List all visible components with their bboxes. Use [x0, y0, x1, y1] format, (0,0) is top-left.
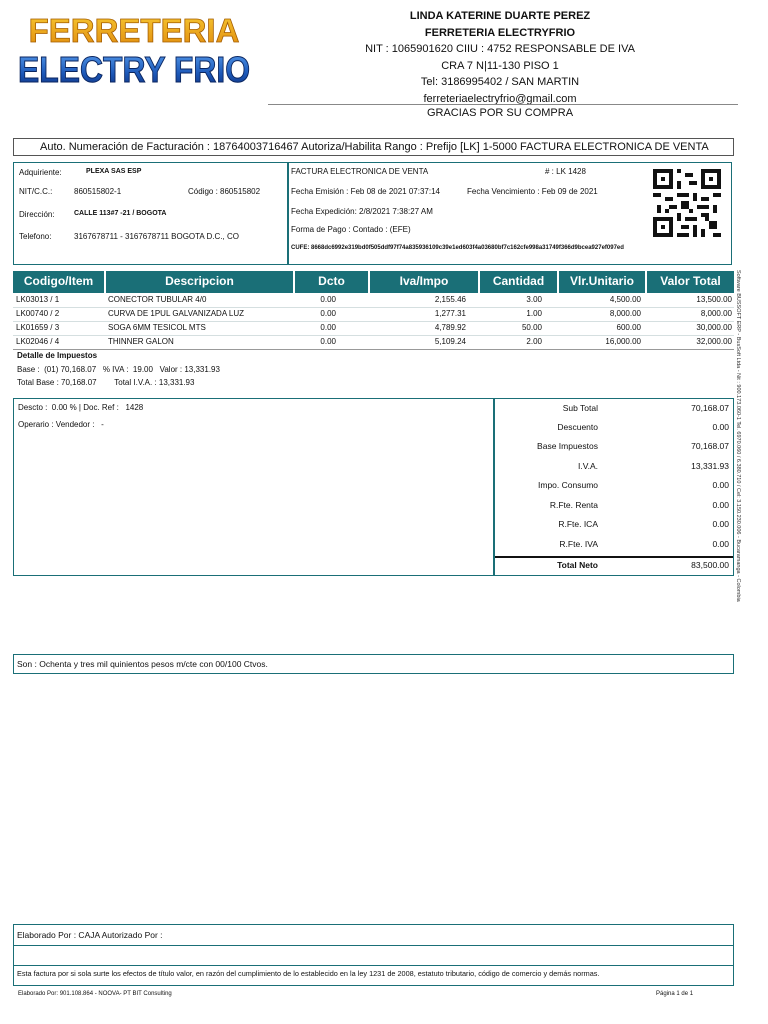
row-total: 32,000.00	[696, 337, 732, 346]
col-dcto: Dcto	[295, 271, 370, 293]
row-desc: CURVA DE 1PUL GALVANIZADA LUZ	[108, 309, 245, 318]
elaborado-autorizado: Elaborado Por : CAJA Autorizado Por :	[17, 930, 163, 940]
invoice-info-box	[288, 162, 732, 265]
tax-detail-title: Detalle de Impuestos	[17, 351, 98, 360]
totals-box	[494, 398, 734, 576]
row-desc: CONECTOR TUBULAR 4/0	[108, 295, 207, 304]
fecha-expedicion: Fecha Expedición: 2/8/2021 7:38:27 AM	[291, 207, 433, 216]
row-unit: 4,500.00	[609, 295, 641, 304]
notes-box	[13, 398, 494, 576]
row-code: LK00740 / 2	[16, 309, 60, 318]
thanks-text: GRACIAS POR SU COMPRA	[426, 107, 574, 119]
total-row-renta: R.Fte. Renta 0.00	[549, 500, 729, 510]
owner-name: LINDA KATERINE DUARTE PEREZ	[409, 10, 591, 22]
software-credit: Elaborado Por: 901.108.864 - NOOVA- PT BIT Consulting	[18, 991, 172, 997]
row-code: LK03013 / 1	[16, 295, 60, 304]
tax-detail-line1: Base : (01) 70,168.07 % IVA : 19.00 Valor : 13,331.93	[17, 365, 220, 374]
software-side-text: Software BUSSOFT ERP - BusSoft Ltda - Nit : 900.173.060-1 Tel. 6970.060 / 6.380.710 / Cel: 3.150.230.006 - Bucaramanga - Colombia	[735, 270, 741, 602]
row-qty: 2.00	[526, 337, 542, 346]
row-unit: 8,000.00	[609, 309, 641, 318]
nit-value: 860515802-1	[74, 187, 122, 196]
table-row	[13, 293, 734, 307]
total-neto-row	[495, 560, 735, 576]
table-row	[13, 307, 734, 321]
total-neto-value: 83,500.00	[691, 560, 729, 570]
items-table-header	[13, 271, 734, 293]
row-total: 30,000.00	[696, 323, 732, 332]
row-iva: 2,155.46	[434, 295, 466, 304]
legal-text: Esta factura por si sola surte los efectos de título valor, en razón del cumplimiento de lo establecido en la ley 1231 de 2008, estatuto tributario, código de comercio y demás normas.	[17, 969, 600, 978]
operario-vendedor: Operario : Vendedor : -	[18, 420, 104, 429]
total-row-iva: I.V.A. 13,331.93	[577, 461, 729, 471]
forma-pago: Forma de Pago : Contado : (EFE)	[291, 225, 411, 234]
footer-box	[13, 924, 734, 986]
invoice-type: FACTURA ELECTRONICA DE VENTA	[291, 167, 429, 176]
row-iva: 4,789.92	[434, 323, 466, 332]
page-number: Página 1 de 1	[656, 991, 694, 997]
total-row-consumo: Impo. Consumo 0.00	[538, 480, 729, 490]
row-code: LK01659 / 3	[16, 323, 60, 332]
row-dcto: 0.00	[320, 337, 336, 346]
nit-label: NIT/C.C.:	[19, 187, 53, 196]
col-codigo: Codigo/Item	[13, 271, 106, 293]
row-unit: 16,000.00	[605, 337, 641, 346]
table-row	[13, 335, 734, 349]
adquiriente-label: Adquiriente:	[19, 168, 62, 177]
row-desc: THINNER GALON	[108, 337, 174, 346]
logo-line1: FERRETERIA	[28, 12, 240, 49]
row-code: LK02046 / 4	[16, 337, 60, 346]
row-qty: 50.00	[521, 323, 542, 332]
company-header	[270, 8, 730, 107]
total-neto-label: Total Neto	[557, 560, 598, 570]
table-row	[13, 321, 734, 335]
direccion-value: CALLE 113#7 -21 / BOGOTA	[74, 210, 167, 217]
total-row-descuento: Descuento 0.00	[557, 422, 729, 432]
table-bottom-border	[13, 349, 734, 350]
direccion-label: Dirección:	[19, 210, 55, 219]
qr-code	[653, 169, 721, 237]
row-dcto: 0.00	[320, 295, 336, 304]
authorization-line: Auto. Numeración de Facturación : 18764003716467 Autoriza/Habilita Rango : Prefijo [LK] 1-5000 FACTURA ELECTRONICA DE VENTA	[13, 138, 734, 156]
col-unitario: Vlr.Unitario	[559, 271, 647, 293]
fecha-emision: Fecha Emisión : Feb 08 de 2021 07:37:14	[291, 187, 440, 196]
company-name: FERRETERIA ELECTRYFRIO	[424, 26, 576, 39]
fecha-vencimiento: Fecha Vencimiento : Feb 09 de 2021	[467, 187, 598, 196]
col-cantidad: Cantidad	[480, 271, 559, 293]
company-nit: NIT : 1065901620 CIIU : 4752 RESPONSABLE DE IVA	[365, 43, 635, 55]
row-qty: 3.00	[526, 295, 542, 304]
company-address: CRA 7 N|11-130 PISO 1	[441, 59, 559, 72]
header-divider	[268, 104, 738, 105]
telefono-label: Telefono:	[19, 232, 52, 241]
adquiriente-value: PLEXA SAS ESP	[86, 168, 142, 175]
row-qty: 1.00	[526, 309, 542, 318]
col-descripcion: Descripcion	[106, 271, 295, 293]
amount-in-words: Son : Ochenta y tres mil quinientos pesos m/cte con 00/100 Ctvos.	[13, 654, 734, 674]
total-row-ica: R.Fte. ICA 0.00	[558, 519, 729, 529]
cufe: CUFE: 8668dc6992e319bd0f505ddf97f74a835936109c39e1ed603f4a03680bf7c162cfe998a31749f366d9bcea927ef097ed	[291, 245, 624, 251]
row-unit: 600.00	[616, 323, 641, 332]
descto-docref: Descto : 0.00 % | Doc. Ref : 1428	[18, 403, 144, 412]
total-row-subtotal: Sub Total 70,168.07	[562, 403, 729, 413]
row-total: 8,000.00	[700, 309, 732, 318]
invoice-number: # : LK 1428	[545, 167, 586, 176]
row-desc: SOGA 6MM TESICOL MTS	[108, 323, 206, 332]
total-row-base: Base Impuestos 70,168.07	[537, 441, 729, 451]
col-iva: Iva/Impo	[370, 271, 480, 293]
client-code: Código : 860515802	[188, 187, 261, 196]
tax-detail-line2: Total Base : 70,168.07 Total I.V.A. : 13,331.93	[17, 378, 195, 387]
row-iva: 1,277.31	[434, 309, 466, 318]
logo-line2: ELECTRY FRIO	[18, 49, 250, 90]
row-dcto: 0.00	[320, 309, 336, 318]
company-email: ferreteriaelectryfrio@gmail.com	[423, 92, 577, 105]
telefono-value: 3167678711 - 3167678711 BOGOTA D.C., CO	[74, 232, 239, 241]
total-row-rfte-iva: R.Fte. IVA 0.00	[559, 539, 729, 549]
company-logo	[14, 10, 254, 90]
row-total: 13,500.00	[696, 295, 732, 304]
row-dcto: 0.00	[320, 323, 336, 332]
footer-divider	[14, 965, 733, 966]
footer-divider	[14, 945, 733, 946]
total-divider	[495, 556, 733, 558]
client-box	[13, 162, 288, 265]
row-iva: 5,109.24	[434, 337, 466, 346]
company-phone: Tel: 3186995402 / SAN MARTIN	[420, 76, 580, 88]
col-total: Valor Total	[660, 274, 721, 288]
